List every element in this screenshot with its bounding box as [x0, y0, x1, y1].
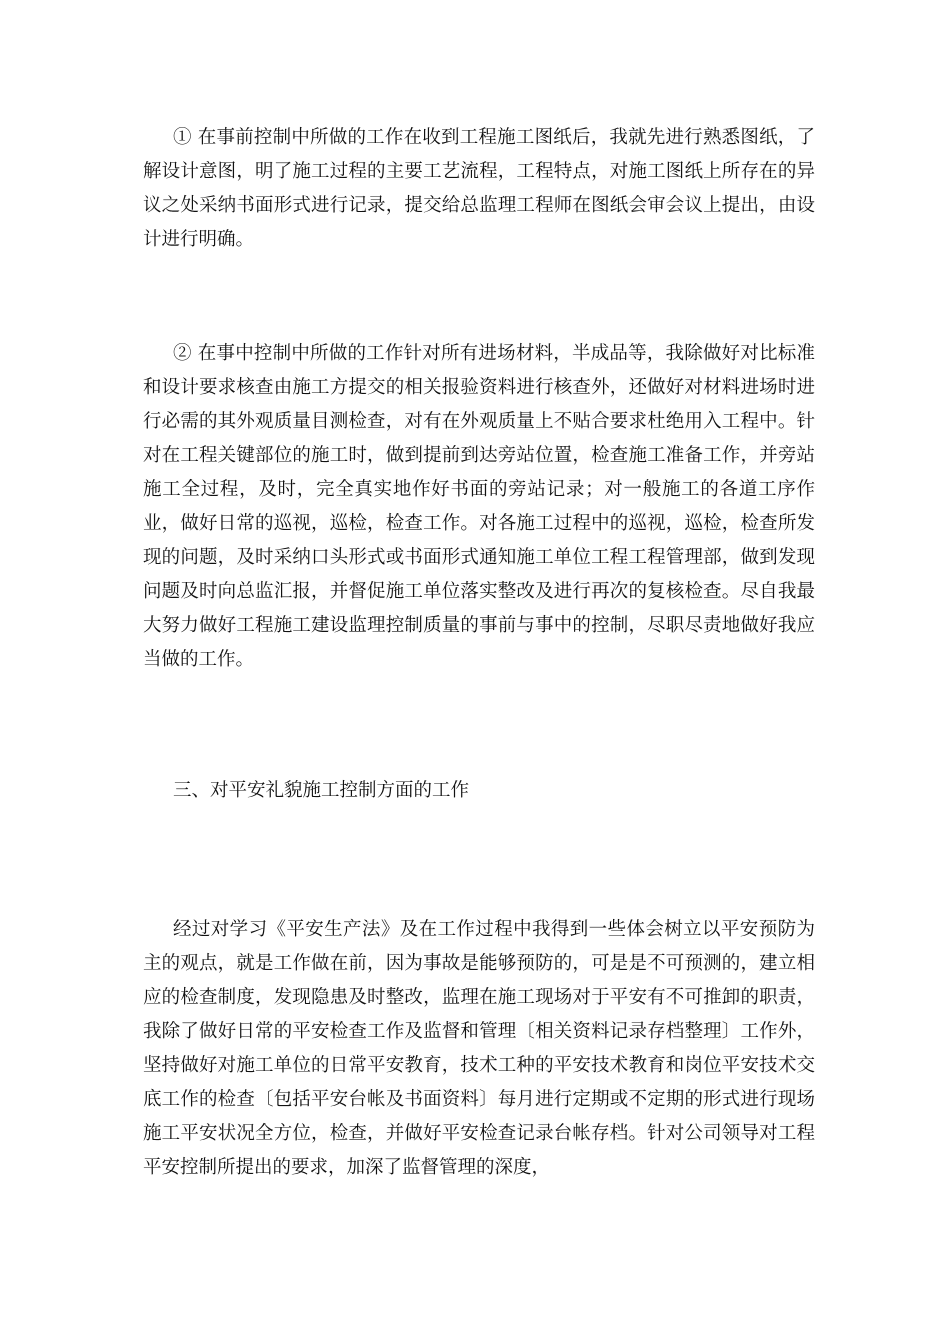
section-heading-safety: 三、对平安礼貌施工控制方面的工作	[173, 780, 470, 801]
paragraph-pre-control: ① 在事前控制中所做的工作在收到工程施工图纸后，我就先进行熟悉图纸，了解设计意图，明了施工过程的主要工艺流程，工程特点，对施工图纸上所存在的异议之处采纳书面形式进行记录，提交给总监理工程师在图纸会审会议上提出，由设计进行明确。	[143, 127, 815, 250]
paragraph-safety-work: 经过对学习《平安生产法》及在工作过程中我得到一些体会树立以平安预防为主的观点，就是工作做在前，因为事故是能够预防的，可是是不可预测的，建立相应的检查制度，发现隐患及时整改，监理在施工现场对于平安有不可推卸的职责，我除了做好日常的平安检查工作及监督和管理〔相关资料记录存档整理〕工作外，坚持做好对施工单位的日常平安教育，技术工种的平安技术教育和岗位平安技术交底工作的检查〔包括平安台帐及书面资料〕每月进行定期或不定期的形式进行现场施工平安状况全方位，检查，并做好平安检查记录台帐存档。针对公司领导对工程平安控制所提出的要求，加深了监督管理的深度，	[143, 919, 815, 1178]
paragraph-in-process-control: ② 在事中控制中所做的工作针对所有进场材料，半成品等，我除做好对比标准和设计要求核查由施工方提交的相关报验资料进行核查外，还做好对材料进场时进行必需的其外观质量目测检查，对有在外观质量上不贴合要求杜绝用入工程中。针对在工程关键部位的施工时，做到提前到达旁站位置，检查施工准备工作，并旁站施工全过程，及时，完全真实地作好书面的旁站记录；对一般施工的各道工序作业，做好日常的巡视，巡检，检查工作。对各施工过程中的巡视，巡检，检查所发现的问题，及时采纳口头形式或书面形式通知施工单位工程工程管理部，做到发现问题及时向总监汇报，并督促施工单位落实整改及进行再次的复核检查。尽自我最大努力做好工程施工建设监理控制质量的事前与事中的控制，尽职尽责地做好我应当做的工作。	[143, 343, 815, 670]
